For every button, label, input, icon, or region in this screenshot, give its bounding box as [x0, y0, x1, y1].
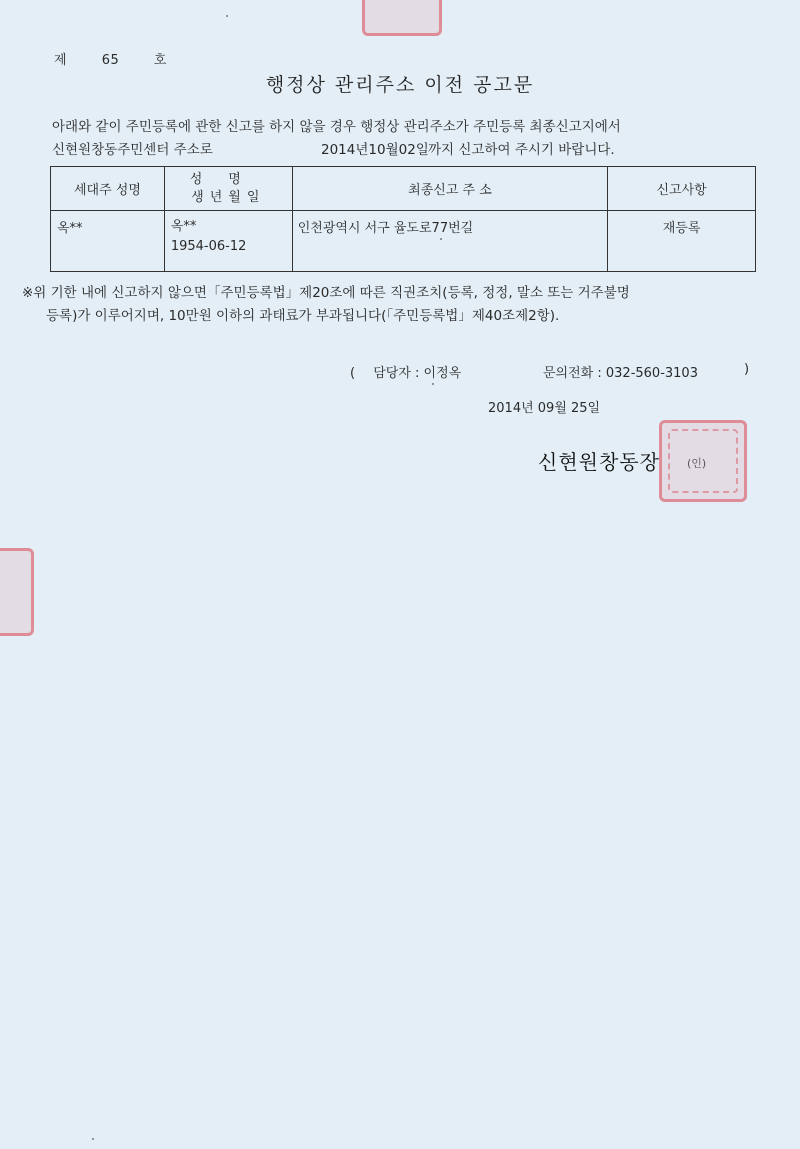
doc-number-value: 65 — [101, 53, 120, 68]
contact-phone: 문의전화 : 032-560-3103 — [543, 366, 698, 381]
paper-speck — [226, 15, 228, 17]
cell-name: 옥** — [170, 219, 197, 234]
document-number — [54, 49, 167, 68]
left-seal-stamp — [0, 548, 34, 636]
note-line-2: 등록)가 이루어지며, 10만원 이하의 과태료가 부과됩니다(「주민등록법」제40조제2항). — [46, 308, 560, 324]
cell-address: 인천광역시 서구 율도로77번길 — [292, 211, 608, 272]
signer-title: 신현원창동장 — [538, 450, 660, 474]
header-householder: 세대주 성명 — [51, 167, 165, 211]
header-report: 신고사항 — [608, 167, 756, 211]
contact-open-paren: ( — [350, 366, 356, 381]
cell-name-birth — [164, 211, 292, 272]
header-name-birth — [164, 167, 292, 211]
header-name: 성명 — [189, 172, 267, 187]
cell-householder: 옥** — [51, 211, 165, 272]
deadline-tail: 까지 신고하여 주시기 바랍니다. — [428, 142, 615, 158]
contact-line — [350, 362, 750, 381]
deadline-date: 2014년10월02일 — [321, 142, 429, 158]
doc-number-prefix: 제 — [54, 53, 68, 68]
header-address: 최종신고 주 소 — [292, 167, 608, 211]
notice-table — [50, 166, 756, 272]
doc-number-suffix: 호 — [153, 53, 167, 68]
header-birth: 생년월일 — [191, 190, 266, 205]
paper-speck — [432, 383, 434, 385]
cell-birth: 1954-06-12 — [170, 239, 247, 254]
seal-mark: (인) — [687, 457, 707, 470]
paper-speck — [92, 1138, 94, 1140]
page-title: 행정상 관리주소 이전 공고문 — [265, 74, 535, 96]
note-line-1: ※위 기한 내에 신고하지 않으면「주민등록법」제20조에 따른 직권조치(등록, 정정, 말소 또는 거주불명 — [22, 285, 630, 301]
contact-close-paren: ) — [744, 362, 750, 377]
intro-line-1: 아래와 같이 주민등록에 관한 신고를 하지 않을 경우 행정상 관리주소가 주민등록 최종신고지에서 — [52, 119, 621, 135]
cell-report: 재등록 — [608, 211, 756, 272]
top-seal-stamp — [362, 0, 442, 36]
table-header-row — [51, 167, 756, 211]
intro-line-2: 신현원창동주민센터 주소로 — [52, 142, 213, 158]
issue-date: 2014년 09월 25일 — [488, 401, 601, 416]
table-row — [51, 211, 756, 272]
paper-speck — [440, 238, 442, 240]
contact-person: 담당자 : 이정옥 — [373, 366, 462, 381]
